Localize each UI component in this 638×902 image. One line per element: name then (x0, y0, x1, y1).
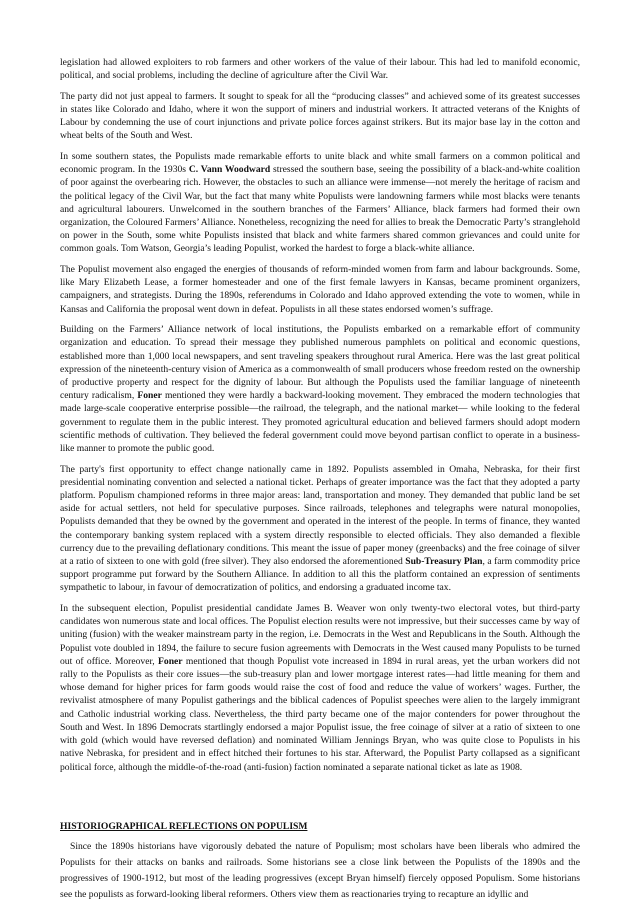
paragraph-text: The party's first opportunity to effect change nationally came in 1892. Populists assembled in Omaha, Nebraska, for their first presidential nominating convention and selected a national ticket. Perhaps of greater importance was the fact that they adopted a party platform. Populism championed reforms in three major areas: land, transportation and money. They demanded that public land be set aside for actual settlers, not held for speculative purposes. Since railroads, telephones and telegraphs were natural monopolies, Populists demanded that they be owned by the government and operated in the interest of the people. In terms of finance, they wanted the contemporary banking system replaced with a system directly responsible to elected officials. They also demanded a flexible currency due to the prevailing deflationary conditions. This meant the issue of paper money (greenbacks) and the free coinage of silver at a ratio of sixteen to one with gold (free silver). They also endorsed the aforementioned (60, 463, 580, 568)
paragraph (60, 56, 580, 82)
paragraph-text: stressed the southern base, seeing the possibility of a black-and-white coalition of poor against the overbearing rich. However, the obstacles to such an alliance were immense—not merely the heritage of racism and the political legacy of the Civil War, but the fact that many white Populists were landowning farmers while most blacks were tenants and agricultural labourers. Unwelcomed in the southern branches of the Farmers’ Alliance, black farmers had formed their own organization, the Coloured Farmers’ Alliance. Nonetheless, recognizing the need for allies to break the Democratic Party’s stranglehold on power in the South, some white Populists insisted that black and white farmers shared common grievances and could unite for common goals. Tom Watson, Georgia’s leading Populist, worked the hardest to forge a black-white alliance. (60, 164, 580, 255)
paragraph-text: The party did not just appeal to farmers. It sought to speak for all the “producing classes” and achieved some of its greatest successes in states like Colorado and Idaho, where it won the support of miners and industrial workers. It attracted veterans of the Knights of Labour by condemning the use of court injunctions and private police forces against strikers. But its major base lay in the cotton and wheat belts of the South and West. (60, 90, 580, 142)
paragraph (60, 263, 580, 316)
paragraph-text: legislation had allowed exploiters to rob farmers and other workers of the value of their labour. This had led to manifold economic, political, and social problems, including the decline of agriculture after the Civil War. (60, 57, 580, 82)
bold-name: Sub-Treasury Plan (405, 556, 483, 568)
paragraph (60, 323, 580, 455)
bold-name: Foner (137, 390, 162, 402)
paragraph-text: In some southern states, the Populists made remarkable efforts to unite black and white small farmers on a common political and economic program. In the 1930s (60, 151, 580, 176)
paragraph-text: In the subsequent election, Populist presidential candidate James B. Weaver won only twenty-two electoral votes, but third-party candidates won numerous state and local offices. The Populist election results were not impressive, but their successes came by way of uniting (fusion) with the weaker mainstream party in the region, i.e. Democrats in the West and Republicans in the South. Although the Populist vote doubled in 1894, the failure to secure fusion agreements with Democrats in the West caused many Populists to be turned out of office. Moreover, (60, 603, 580, 667)
paragraph (60, 602, 580, 774)
paragraph (60, 463, 580, 595)
paragraph-text: mentioned that though Populist vote increased in 1894 in rural areas, yet the urban workers did not rally to the Populists as their core issues—the sub-treasury plan and lower mortgage interest rates—had little meaning for them and whose demand for higher prices for farm goods would raise the cost of food and reduce the value of workers’ wages. Further, the revivalist atmosphere of many Populist gatherings and the biblical cadences of Populist speeches were alien to the largely immigrant and Catholic industrial working class. Nevertheless, the third party became one of the major contenders for power throughout the South and West. In 1896 Democrats startlingly endorsed a major Populist issue, the free coinage of silver at a ratio of sixteen to one with gold (which would have reversed deflation) and nominated William Jennings Bryan, who was quite close to Populists in his native Nebraska, for president and in effect hitched their fortunes to his star. Afterward, the Populist Party collapsed as a significant political force, although the middle-of-the-road (anti-fusion) faction nominated a separate national ticket as late as 1908. (60, 655, 581, 773)
paragraph (60, 90, 580, 143)
bold-name: Foner (158, 655, 183, 667)
paragraph (60, 150, 580, 256)
paragraph-text: The Populist movement also engaged the energies of thousands of reform-minded women from farm and labour backgrounds. Some, like Mary Elizabeth Lease, a former homesteader and one of the first female lawyers in Kansas, became prominent organizers, campaigners, and strategists. During the 1890s, referendums in Colorado and Idaho approved extending the vote to women, while in Kansas and California the proposal went down in defeat. Populists in all these states endorsed women’s suffrage. (60, 264, 580, 315)
paragraph-text: mentioned they were hardly a backward-looking movement. They embraced the modern technologies that made large-scale cooperative enterprise possible—the railroad, the telegraph, and the national market— while looking to the federal government to regulate them in the public interest. They promoted agricultural education and believed farmers should adopt modern scientific methods of cultivation. They believed the federal government could move beyond partisan conflict to operate in a business-like manner to promote the public good. (60, 390, 580, 455)
paragraph-text: Building on the Farmers’ Alliance network of local institutions, the Populists embarked on a remarkable effort of community organization and education. To spread their message they published numerous pamphlets on political and economic questions, established more than 1,000 local newspapers, and sent traveling speakers throughout rural America. Here was the last great political expression of the nineteenth-century vision of America as a commonwealth of small producers whose freedom rested on the ownership of productive property and respect for the dignity of labour. But although the Populists used the familiar language of nineteenth century radicalism, (60, 324, 580, 402)
bold-name: C. Vann Woodward (188, 164, 271, 176)
closing-paragraph: Since the 1890s historians have vigorously debated the nature of Populism; most scholars have been liberals who admired the Populists for their attacks on banks and railroads. Some historians see a close link between the Populists of the 1890s and the progressives of 1900-1912, but most of the leading progressives (except Bryan himself) fiercely opposed Populism. Some historians see the populists as forward-looking liberal reformers. Others view them as reactionaries trying to recapture an idyllic and (60, 840, 580, 901)
section-heading: HISTORIOGRAPHICAL REFLECTIONS ON POPULISM (60, 820, 308, 832)
paragraph-text: , a farm commodity price support programme put forward by the Southern Alliance. In addition to all this the platform contained an expression of sentiments sympathetic to labour, in favour of democratization of politics, and endorsing a graduated income tax. (60, 556, 580, 594)
body-paragraphs (60, 56, 580, 774)
